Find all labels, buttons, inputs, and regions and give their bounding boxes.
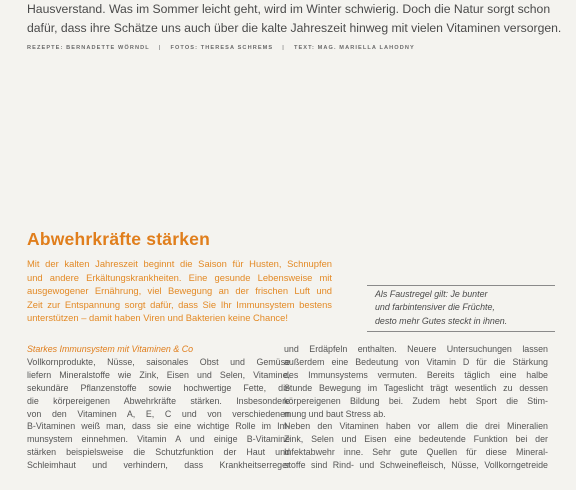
body-line: liefern Mineralstoffe wie Zink, Eisen und Selen, Vitamine, bbox=[27, 369, 290, 380]
section-subhead: Starkes Immunsystem mit Vitaminen & Co bbox=[27, 344, 194, 354]
body-line: Infektabwehr inne. Sehr gute Quellen für diese Mineral- bbox=[284, 447, 548, 458]
body-line: und Erdäpfeln enthalten. Neuere Untersuchungen lassen bbox=[284, 344, 548, 354]
lead-line: Zeit zur Entspannung sorgt dafür, dass Sie Ihr Immunsystem bestens bbox=[27, 298, 332, 310]
body-column-right bbox=[284, 343, 548, 472]
body-line: von den Vitaminen A, E, C und von verschiedenen bbox=[27, 408, 290, 419]
quote-line: und farbintensiver die Früchte, bbox=[375, 302, 495, 313]
intro-paragraph bbox=[27, 0, 562, 37]
body-line: Vollkornprodukte, Nüsse, saisonales Obst und Gemüse bbox=[27, 356, 290, 367]
article-lead bbox=[27, 257, 332, 325]
body-line: außerdem eine Bedeutung von Vitamin D für die Stärkung bbox=[284, 356, 548, 367]
body-line: munsystem einnehmen. Vitamin A und einige B-Vitamine bbox=[27, 434, 290, 445]
lead-line: unterstützen – damit haben Viren und Bakterien keine Chance! bbox=[27, 312, 288, 324]
pull-quote bbox=[367, 285, 555, 332]
body-line: Stunde Bewegung im Tageslicht trägt wesentlich zu dessen bbox=[284, 382, 548, 393]
credit-photos: FOTOS: THERESA SCHREMS bbox=[170, 45, 274, 51]
credit-separator: | bbox=[158, 45, 162, 51]
article-headline: Abwehrkräfte stärken bbox=[27, 229, 210, 249]
credits-line bbox=[27, 45, 547, 51]
lead-line: und andere Erkältungskrankheiten. Eine gesunde Lebensweise mit bbox=[27, 271, 332, 283]
credit-recipes: REZEPTE: BERNADETTE WÖRNDL bbox=[27, 45, 150, 51]
body-column-left bbox=[27, 343, 290, 472]
body-line: B-Vitaminen weiß man, dass sie eine wichtige Rolle im Im- bbox=[27, 421, 290, 432]
intro-line: dafür, dass ihre Schätze uns auch über die kalte Jahreszeit hinweg mit vielen Vitaminen versorgen. bbox=[27, 20, 562, 35]
lead-line: ausgewogener Ernährung, viel Bewegung an der frischen Luft und bbox=[27, 285, 332, 297]
body-line: des Immunsystems vermuten. Bereits täglich eine halbe bbox=[284, 369, 548, 380]
body-line: Schleimhaut und verhindern, dass Krankheitserreger bbox=[27, 460, 290, 471]
credit-separator: | bbox=[282, 45, 285, 51]
body-line: sekundäre Pflanzenstoffe sowie hochwertige Fette, die bbox=[27, 382, 290, 393]
intro-line: Hausverstand. Was im Sommer leicht geht, wird im Winter schwierig. Doch die Natur sorgt schon bbox=[27, 2, 551, 16]
body-line: körpereigenen Bildung bei. Zudem hebt Sport die Stim- bbox=[284, 395, 548, 406]
body-line: Zink, Selen und Eisen eine bedeutende Funktion bei der bbox=[284, 434, 548, 445]
body-line: stärken beispielsweise die Schutzfunktion der Haut und bbox=[27, 447, 290, 458]
lead-line: Mit der kalten Jahreszeit beginnt die Saison für Husten, Schnupfen bbox=[27, 258, 332, 269]
body-line: die körpereigenen Abwehrkräfte stärken. Insbesondere bbox=[27, 395, 290, 406]
credit-text: TEXT: MAG. MARIELLA LAHODNY bbox=[293, 45, 415, 51]
quote-line: Als Faustregel gilt: Je bunter bbox=[375, 289, 488, 299]
body-line: Neben den Vitaminen haben vor allem die drei Mineralien bbox=[284, 421, 548, 432]
quote-line: desto mehr Gutes steckt in ihnen. bbox=[375, 315, 508, 326]
body-line: mung und baut Stress ab. bbox=[284, 408, 386, 419]
body-line: stoffe sind Rind- und Schweinefleisch, Nüsse, Vollkorngetreide bbox=[284, 460, 548, 471]
